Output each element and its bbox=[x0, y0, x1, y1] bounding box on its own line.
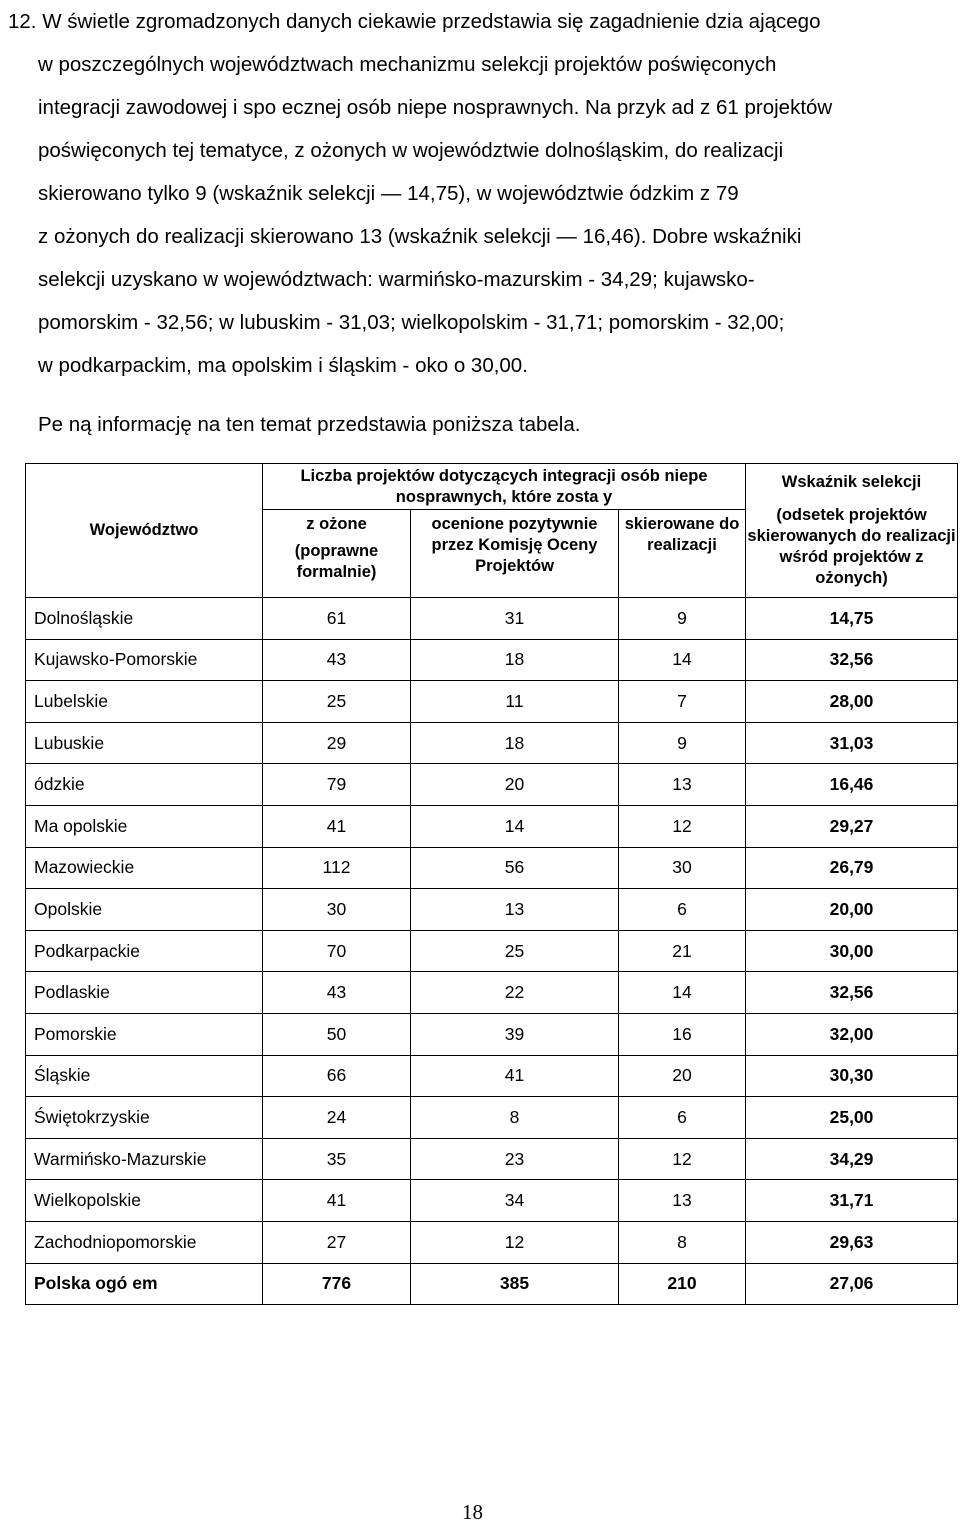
cell-approved: 13 bbox=[411, 889, 619, 931]
cell-approved: 20 bbox=[411, 764, 619, 806]
cell-approved: 14 bbox=[411, 805, 619, 847]
cell-submitted: 70 bbox=[263, 930, 411, 972]
cell-approved: 39 bbox=[411, 1013, 619, 1055]
table-row bbox=[26, 1013, 958, 1055]
cell-directed: 16 bbox=[619, 1013, 746, 1055]
cell-submitted: 50 bbox=[263, 1013, 411, 1055]
header-submitted-title: z ożone bbox=[306, 515, 367, 533]
cell-approved: 22 bbox=[411, 972, 619, 1014]
cell-selection-index: 26,79 bbox=[746, 847, 958, 889]
cell-region: Opolskie bbox=[26, 889, 263, 931]
cell-region: Mazowieckie bbox=[26, 847, 263, 889]
table-row bbox=[26, 972, 958, 1014]
cell-selection-index: 32,00 bbox=[746, 1013, 958, 1055]
cell-approved: 8 bbox=[411, 1097, 619, 1139]
table-total-row bbox=[26, 1263, 958, 1305]
cell-region: Zachodniopomorskie bbox=[26, 1221, 263, 1263]
table-intro: Pe ną informację na ten temat przedstawia poniższa tabela. bbox=[38, 413, 581, 436]
cell-region: Kujawsko-Pomorskie bbox=[26, 639, 263, 681]
cell-region: ódzkie bbox=[26, 764, 263, 806]
cell-approved: 25 bbox=[411, 930, 619, 972]
cell-selection-index: 31,03 bbox=[746, 722, 958, 764]
table-row bbox=[26, 1097, 958, 1139]
header-region: Województwo bbox=[26, 464, 263, 598]
paragraph-line: integracji zawodowej i spo ecznej osób niepe nosprawnych. Na przyk ad z 61 projektów bbox=[38, 96, 833, 119]
cell-approved: 18 bbox=[411, 722, 619, 764]
cell-directed: 12 bbox=[619, 805, 746, 847]
cell-approved: 12 bbox=[411, 1221, 619, 1263]
header-submitted-note: (poprawne formalnie) bbox=[294, 542, 379, 581]
cell-region: Pomorskie bbox=[26, 1013, 263, 1055]
table-row bbox=[26, 1055, 958, 1097]
cell-selection-index: 31,71 bbox=[746, 1180, 958, 1222]
cell-submitted: 29 bbox=[263, 722, 411, 764]
cell-selection-index: 14,75 bbox=[746, 598, 958, 640]
cell-selection-index: 16,46 bbox=[746, 764, 958, 806]
header-project-count: Liczba projektów dotyczących integracji osób niepe nosprawnych, które zosta y bbox=[263, 464, 746, 510]
cell-submitted: 41 bbox=[263, 1180, 411, 1222]
cell-selection-index: 34,29 bbox=[746, 1138, 958, 1180]
paragraph-line: w poszczególnych województwach mechanizmu selekcji projektów poświęconych bbox=[38, 53, 777, 76]
cell-directed: 210 bbox=[619, 1263, 746, 1305]
cell-selection-index: 32,56 bbox=[746, 639, 958, 681]
paragraph-line: 12. W świetle zgromadzonych danych ciekawie przedstawia się zagadnienie dzia ającego bbox=[8, 10, 821, 33]
cell-region: Podlaskie bbox=[26, 972, 263, 1014]
table-row bbox=[26, 764, 958, 806]
cell-directed: 14 bbox=[619, 972, 746, 1014]
table-row bbox=[26, 722, 958, 764]
cell-submitted: 30 bbox=[263, 889, 411, 931]
table-header bbox=[26, 464, 958, 598]
cell-submitted: 112 bbox=[263, 847, 411, 889]
table-row bbox=[26, 1138, 958, 1180]
table-row bbox=[26, 639, 958, 681]
paragraph-line: selekcji uzyskano w województwach: warmińsko-mazurskim - 34,29; kujawsko- bbox=[38, 268, 755, 291]
cell-directed: 12 bbox=[619, 1138, 746, 1180]
cell-directed: 8 bbox=[619, 1221, 746, 1263]
table-body bbox=[26, 598, 958, 1305]
cell-region: Ma opolskie bbox=[26, 805, 263, 847]
cell-approved: 31 bbox=[411, 598, 619, 640]
cell-approved: 23 bbox=[411, 1138, 619, 1180]
cell-selection-index: 30,30 bbox=[746, 1055, 958, 1097]
paragraph-line: skierowano tylko 9 (wskaźnik selekcji — 14,75), w województwie ódzkim z 79 bbox=[38, 182, 739, 205]
cell-region: Wielkopolskie bbox=[26, 1180, 263, 1222]
cell-region: Lubuskie bbox=[26, 722, 263, 764]
cell-submitted: 27 bbox=[263, 1221, 411, 1263]
paragraph-line: z ożonych do realizacji skierowano 13 (wskaźnik selekcji — 16,46). Dobre wskaźniki bbox=[38, 225, 802, 248]
header-index-title: Wskaźnik selekcji bbox=[781, 473, 922, 491]
table-row bbox=[26, 1221, 958, 1263]
paragraph-line: w podkarpackim, ma opolskim i śląskim - oko o 30,00. bbox=[38, 354, 528, 377]
cell-region: Podkarpackie bbox=[26, 930, 263, 972]
cell-submitted: 43 bbox=[263, 972, 411, 1014]
cell-selection-index: 29,27 bbox=[746, 805, 958, 847]
paragraph-line: poświęconych tej tematyce, z ożonych w województwie dolnośląskim, do realizacji bbox=[38, 139, 784, 162]
cell-directed: 30 bbox=[619, 847, 746, 889]
header-submitted bbox=[263, 510, 411, 598]
table-row bbox=[26, 847, 958, 889]
header-approved: ocenione pozytywnie przez Komisję Oceny Projektów bbox=[411, 510, 619, 598]
header-index-note: (odsetek projektów skierowanych do realizacji wśród projektów z ożonych) bbox=[747, 506, 956, 587]
cell-submitted: 35 bbox=[263, 1138, 411, 1180]
body-paragraph bbox=[8, 0, 953, 387]
cell-region: Lubelskie bbox=[26, 681, 263, 723]
cell-region: Polska ogó em bbox=[26, 1263, 263, 1305]
cell-approved: 11 bbox=[411, 681, 619, 723]
table-row bbox=[26, 598, 958, 640]
cell-directed: 21 bbox=[619, 930, 746, 972]
cell-selection-index: 30,00 bbox=[746, 930, 958, 972]
cell-submitted: 79 bbox=[263, 764, 411, 806]
cell-selection-index: 25,00 bbox=[746, 1097, 958, 1139]
cell-directed: 7 bbox=[619, 681, 746, 723]
table-row bbox=[26, 681, 958, 723]
cell-selection-index: 28,00 bbox=[746, 681, 958, 723]
cell-directed: 13 bbox=[619, 1180, 746, 1222]
cell-region: Dolnośląskie bbox=[26, 598, 263, 640]
cell-approved: 385 bbox=[411, 1263, 619, 1305]
cell-selection-index: 32,56 bbox=[746, 972, 958, 1014]
projects-table bbox=[25, 463, 958, 1305]
table-row bbox=[26, 889, 958, 931]
table-row bbox=[26, 930, 958, 972]
cell-submitted: 61 bbox=[263, 598, 411, 640]
cell-directed: 14 bbox=[619, 639, 746, 681]
cell-submitted: 776 bbox=[263, 1263, 411, 1305]
cell-approved: 18 bbox=[411, 639, 619, 681]
table-row bbox=[26, 1180, 958, 1222]
cell-submitted: 25 bbox=[263, 681, 411, 723]
cell-submitted: 66 bbox=[263, 1055, 411, 1097]
page-number: 18 bbox=[462, 1500, 483, 1524]
cell-directed: 20 bbox=[619, 1055, 746, 1097]
cell-directed: 9 bbox=[619, 598, 746, 640]
cell-directed: 6 bbox=[619, 889, 746, 931]
cell-approved: 41 bbox=[411, 1055, 619, 1097]
header-selection-index bbox=[746, 464, 958, 598]
cell-region: Warmińsko-Mazurskie bbox=[26, 1138, 263, 1180]
cell-submitted: 43 bbox=[263, 639, 411, 681]
header-directed: skierowane do realizacji bbox=[619, 510, 746, 598]
cell-directed: 6 bbox=[619, 1097, 746, 1139]
cell-directed: 9 bbox=[619, 722, 746, 764]
cell-region: Świętokrzyskie bbox=[26, 1097, 263, 1139]
cell-region: Śląskie bbox=[26, 1055, 263, 1097]
table-row bbox=[26, 805, 958, 847]
cell-directed: 13 bbox=[619, 764, 746, 806]
paragraph-line: pomorskim - 32,56; w lubuskim - 31,03; wielkopolskim - 31,71; pomorskim - 32,00; bbox=[38, 311, 785, 334]
cell-approved: 34 bbox=[411, 1180, 619, 1222]
cell-selection-index: 20,00 bbox=[746, 889, 958, 931]
cell-approved: 56 bbox=[411, 847, 619, 889]
cell-submitted: 24 bbox=[263, 1097, 411, 1139]
cell-submitted: 41 bbox=[263, 805, 411, 847]
cell-selection-index: 29,63 bbox=[746, 1221, 958, 1263]
cell-selection-index: 27,06 bbox=[746, 1263, 958, 1305]
